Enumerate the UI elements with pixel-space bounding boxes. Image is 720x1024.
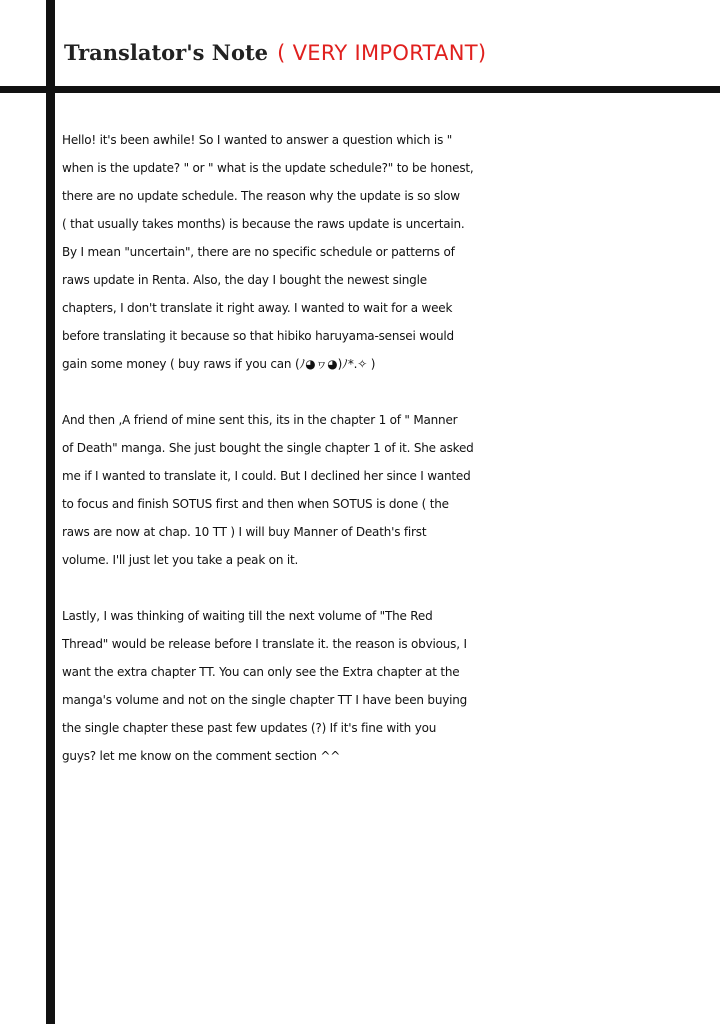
important-flag: ( VERY IMPORTANT) [277,41,487,65]
text-line: when is the update? " or " what is the update schedule?" to be honest, [62,161,474,175]
text-line: manga's volume and not on the single chapter TT I have been buying [62,693,468,707]
text-line: chapters, I don't translate it right away. I wanted to wait for a week [62,301,453,315]
text-line: before translating it because so that hibiko haruyama-sensei would [62,329,454,343]
text-line: gain some money ( buy raws if you can (ﾉ◕ヮ◕)ﾉ*.✧ ) [62,357,376,371]
text-line: Hello! it's been awhile! So I wanted to answer a question which is " [62,133,453,147]
text-line: And then ,A friend of mine sent this, its in the chapter 1 of " Manner [62,413,458,427]
text-line: volume. I'll just let you take a peak on it. [62,553,299,567]
text-line: want the extra chapter TT. You can only see the Extra chapter at the [62,665,460,679]
note-body [62,126,718,798]
note-title: Translator's Note [64,40,269,65]
text-line: the single chapter these past few updates (?) If it's fine with you [62,721,437,735]
note-heading [64,40,486,65]
text-line: Lastly, I was thinking of waiting till the next volume of "The Red [62,609,433,623]
text-line: By I mean "uncertain", there are no specific schedule or patterns of [62,245,455,259]
paragraph-update-schedule [62,126,718,378]
text-line: to focus and finish SOTUS first and then when SOTUS is done ( the [62,497,449,511]
horizontal-border-line [0,86,720,93]
paragraph-manner-of-death [62,406,718,574]
text-line: Thread" would be release before I translate it. the reason is obvious, I [62,637,467,651]
paragraph-red-thread [62,602,718,770]
text-line: ( that usually takes months) is because the raws update is uncertain. [62,217,465,231]
text-line: me if I wanted to translate it, I could. But I declined her since I wanted [62,469,471,483]
vertical-border-line [46,0,55,1024]
text-line: raws update in Renta. Also, the day I bought the newest single [62,273,427,287]
text-line: raws are now at chap. 10 TT ) I will buy Manner of Death's first [62,525,427,539]
text-line: guys? let me know on the comment section ^^ [62,749,341,763]
text-line: of Death" manga. She just bought the single chapter 1 of it. She asked [62,441,474,455]
text-line: there are no update schedule. The reason why the update is so slow [62,189,460,203]
